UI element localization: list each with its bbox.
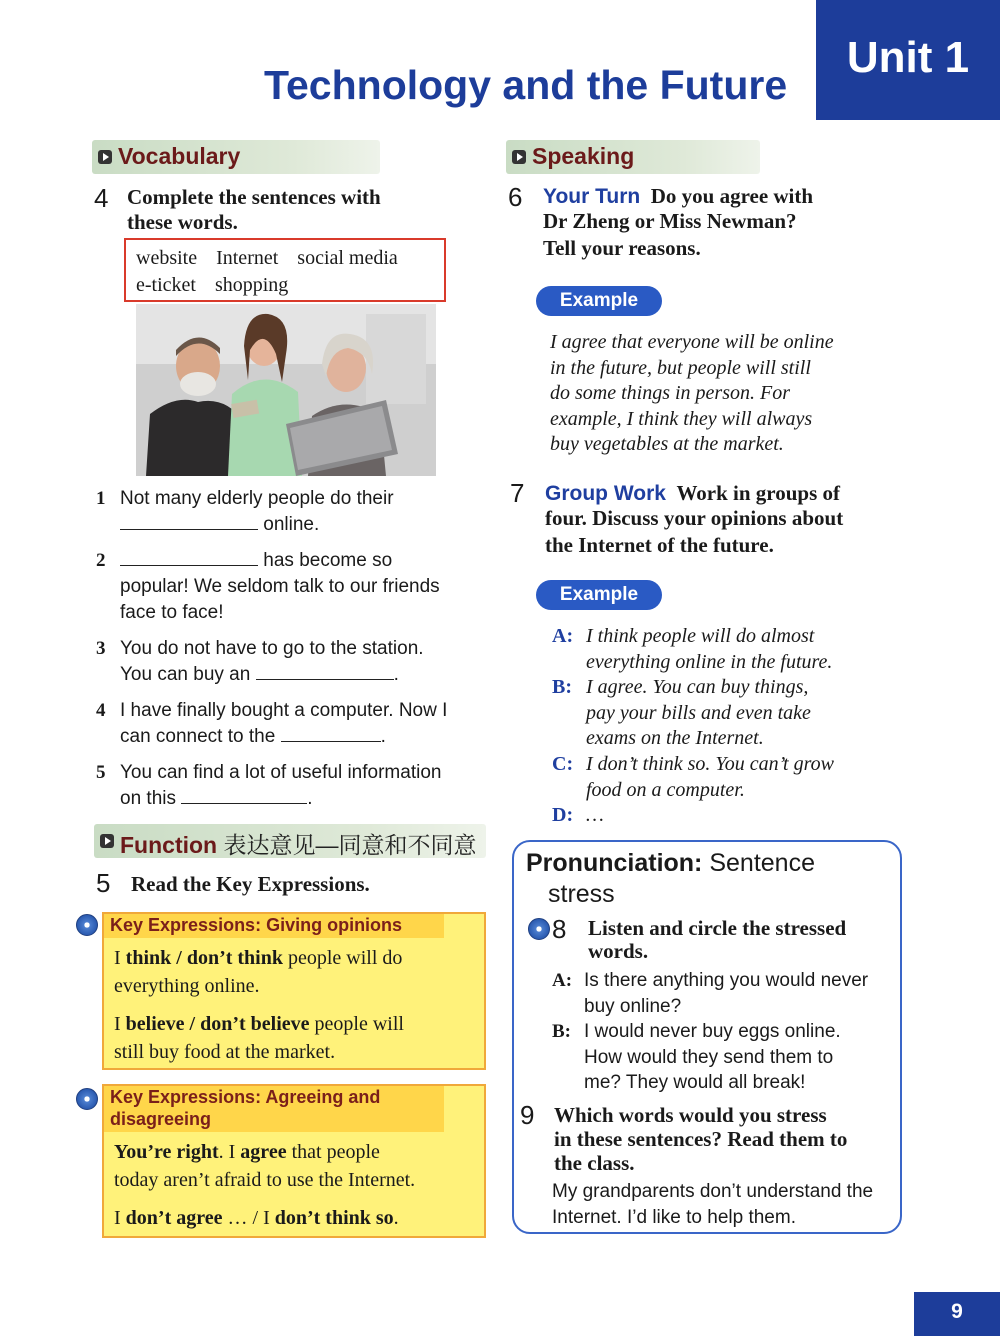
item-text: I have finally bought a computer. Now I — [120, 700, 448, 721]
ke-bold: You’re right — [114, 1141, 219, 1163]
speaker-label: B: — [552, 1021, 571, 1042]
page-title: Technology and the Future — [264, 62, 788, 108]
ke-bold: / — [184, 1013, 201, 1035]
question-8-number: 8 — [552, 914, 567, 944]
dialogue-line-a — [552, 624, 902, 676]
vocab-item-2 — [96, 548, 496, 628]
dialogue-text: I think people will do almost — [586, 625, 815, 647]
instruction-line: Which words would you stress — [554, 1103, 827, 1127]
dialogue-line-c — [552, 752, 902, 804]
item-text: online. — [258, 514, 320, 535]
ke-text: still buy food at the market. — [114, 1041, 336, 1063]
ke-text: I — [114, 947, 126, 969]
dialogue-text: I don’t think so. You can’t grow — [586, 753, 834, 775]
function-section-bar — [94, 824, 486, 858]
key-expressions-heading: Key Expressions: Giving opinions — [104, 914, 444, 938]
key-expressions-agreeing-box — [102, 1084, 486, 1238]
item-text: face to face! — [120, 602, 224, 623]
pronunciation-heading-rest: Sentence — [702, 849, 815, 877]
ke-text: I — [114, 1207, 126, 1229]
vocab-item-1 — [96, 486, 496, 542]
dialogue-text: exams on the Internet. — [586, 727, 764, 749]
family-laptop-illustration — [136, 304, 436, 476]
speaker-label: A: — [552, 625, 574, 647]
your-turn-tag: Your Turn — [543, 185, 641, 208]
question-6-number: 6 — [508, 182, 523, 212]
page-number: 9 — [914, 1292, 1000, 1336]
item-text: . — [393, 664, 399, 685]
instruction-line: Work in groups of — [676, 481, 841, 505]
key-expressions-body — [114, 1138, 486, 1232]
pronunciation-heading-bold: Pronunciation: — [526, 849, 703, 877]
ke-bold: don’t believe — [200, 1013, 310, 1035]
dialogue-text: everything online in the future. — [586, 650, 833, 673]
ke-bold: / — [171, 947, 187, 969]
item-number: 2 — [96, 550, 106, 571]
example-line: buy vegetables at the market. — [550, 433, 784, 455]
speaker-label: B: — [552, 676, 572, 698]
key-expressions-opinions-box — [102, 912, 486, 1070]
speaking-section-bar — [506, 140, 760, 174]
instruction-line: these words. — [127, 210, 238, 234]
question-6-instruction — [543, 184, 903, 261]
vocabulary-section-bar — [92, 140, 380, 174]
pronunciation-heading-line2: stress — [548, 880, 615, 908]
ke-text: people will do — [282, 947, 403, 969]
dialogue-text: pay your bills and even take — [586, 701, 811, 724]
vocab-item-4 — [96, 698, 496, 754]
ke-text: . — [393, 1207, 399, 1229]
answer-blank[interactable] — [120, 512, 258, 530]
ke-bold: don’t think — [186, 947, 283, 969]
ke-bold: think — [125, 947, 172, 969]
answer-blank[interactable] — [181, 786, 307, 804]
example-1-text — [550, 330, 900, 458]
question-7-instruction — [545, 481, 905, 558]
speaker-label: A: — [552, 970, 573, 991]
word-social-media: social media — [297, 247, 398, 269]
item-number: 3 — [96, 638, 106, 659]
question-4-number: 4 — [94, 183, 109, 213]
heading-line: disagreeing — [110, 1109, 212, 1129]
instruction-line: Complete the sentences with — [127, 185, 381, 209]
speaker-label: D: — [552, 804, 574, 826]
group-work-tag: Group Work — [545, 482, 666, 505]
question-9-number: 9 — [520, 1100, 535, 1130]
word-internet: Internet — [216, 247, 279, 269]
pronunciation-dialogue-b — [552, 1019, 898, 1097]
ke-text: today aren’t afraid to use the Internet. — [114, 1169, 416, 1191]
heading-line: Key Expressions: Agreeing and — [110, 1087, 381, 1107]
key-expressions-body — [114, 944, 482, 1066]
ke-text: everything online. — [114, 975, 260, 997]
instruction-line: four. Discuss your opinions about — [545, 506, 844, 530]
instruction-line: in these sentences? Read them to — [554, 1127, 848, 1151]
ke-bold: believe — [125, 1013, 185, 1035]
item-number: 4 — [96, 700, 106, 721]
vocab-item-5 — [96, 760, 496, 816]
dialogue-line-b — [552, 675, 902, 753]
dialogue-text: food on a computer. — [586, 778, 745, 801]
section-bullet-icon — [98, 150, 112, 164]
dialogue-text: buy online? — [584, 995, 682, 1017]
vocab-item-3 — [96, 636, 496, 692]
instruction-line: Dr Zheng or Miss Newman? — [543, 209, 797, 233]
pronunciation-dialogue-a — [552, 968, 898, 1020]
answer-blank[interactable] — [256, 662, 394, 680]
word-box — [124, 238, 446, 302]
item-number: 5 — [96, 762, 106, 783]
pronunciation-box — [512, 840, 902, 1234]
answer-blank[interactable] — [120, 548, 258, 566]
key-expressions-heading — [104, 1086, 444, 1132]
audio-cd-icon[interactable] — [528, 918, 550, 940]
sentence-line: My grandparents don’t understand the — [552, 1181, 874, 1202]
instruction-line: Tell your reasons. — [543, 236, 701, 260]
word-e-ticket: e-ticket — [136, 274, 196, 296]
dialogue-text: Is there anything you would never — [584, 970, 869, 991]
word-shopping: shopping — [214, 274, 289, 296]
item-text: You can buy an — [120, 664, 256, 685]
question-4-instruction — [127, 185, 381, 235]
ke-text: that people — [286, 1141, 380, 1163]
instruction-line: the class. — [554, 1151, 635, 1175]
vocabulary-section-label: Vocabulary — [118, 143, 241, 169]
item-text: can connect to the — [120, 726, 281, 747]
dialogue-text: How would they send them to — [584, 1046, 834, 1068]
instruction-line: words. — [588, 939, 649, 963]
ke-text: people will — [309, 1013, 404, 1035]
item-text: You do not have to go to the station. — [120, 638, 424, 659]
sentence-line: Internet. I’d like to help them. — [552, 1206, 796, 1228]
function-section-label — [120, 827, 476, 860]
question-5-instruction: Read the Key Expressions. — [131, 872, 370, 896]
example-line: do some things in person. For — [550, 382, 790, 404]
dialogue-text: me? They would all break! — [584, 1072, 806, 1093]
question-7-number: 7 — [510, 478, 525, 508]
dialogue-text: I agree. You can buy things, — [586, 676, 809, 698]
item-text: on this — [120, 788, 182, 809]
ke-text: I — [114, 1013, 126, 1035]
item-text: has become so — [258, 550, 393, 571]
ke-bold: don’t agree — [125, 1207, 223, 1229]
section-bullet-icon — [512, 150, 526, 164]
ke-text: … / I — [222, 1207, 275, 1229]
word-website: website — [136, 247, 198, 269]
question-9-instruction — [554, 1103, 900, 1175]
instruction-line: the Internet of the future. — [545, 533, 774, 557]
pronunciation-heading — [526, 848, 815, 910]
item-text: . — [307, 788, 313, 809]
dialogue-line-d — [552, 803, 902, 829]
audio-cd-icon[interactable] — [76, 1088, 98, 1110]
instruction-line: Listen and circle the stressed — [588, 916, 847, 940]
dialogue-text: … — [586, 804, 604, 826]
section-bullet-icon — [100, 834, 114, 848]
example-label: Example — [536, 580, 662, 610]
item-text: popular! We seldom talk to our friends — [120, 576, 440, 597]
ke-bold: don’t think so — [274, 1207, 394, 1229]
item-text: . — [380, 726, 386, 747]
item-text: Not many elderly people do their — [120, 488, 394, 509]
instruction-line: Do you agree with — [650, 184, 814, 208]
audio-cd-icon[interactable] — [76, 914, 98, 936]
question-8-instruction — [588, 917, 898, 963]
item-number: 1 — [96, 488, 106, 509]
example-line: I agree that everyone will be online — [550, 331, 834, 353]
speaking-section-label: Speaking — [532, 143, 635, 169]
function-label-en: Function — [120, 832, 218, 858]
example-label: Example — [536, 286, 662, 316]
question-5-number: 5 — [96, 868, 111, 898]
function-label-zh: 表达意见—同意和不同意 — [223, 832, 477, 858]
ke-text: . I — [218, 1141, 241, 1163]
unit-tab: Unit 1 — [816, 0, 1000, 120]
question-9-sentence — [552, 1179, 898, 1230]
speaker-label: C: — [552, 753, 574, 775]
example-line: in the future, but people will still — [550, 356, 811, 379]
item-text: You can find a lot of useful information — [120, 762, 442, 783]
ke-bold: agree — [240, 1141, 287, 1163]
family-laptop-photo — [136, 304, 436, 476]
dialogue-text: I would never buy eggs online. — [584, 1021, 841, 1042]
example-line: example, I think they will always — [550, 407, 813, 430]
answer-blank[interactable] — [281, 724, 381, 742]
